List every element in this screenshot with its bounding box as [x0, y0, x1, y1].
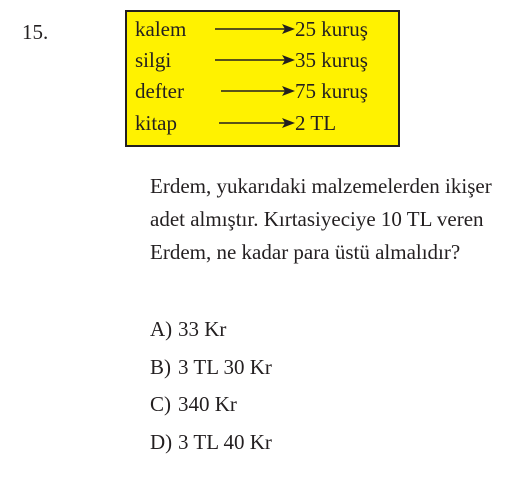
- question-text: [150, 170, 510, 269]
- right-arrow-icon: [215, 22, 295, 36]
- option-letter: B): [150, 354, 171, 379]
- item-name: silgi: [135, 48, 172, 72]
- item-price: 35 kuruş: [295, 48, 368, 72]
- option-letter: A): [150, 317, 173, 341]
- item-price: 25 kuruş: [295, 17, 368, 41]
- question-number: 15.: [22, 20, 49, 44]
- option-c[interactable]: [150, 386, 272, 424]
- item-name: kalem: [135, 17, 187, 41]
- option-b[interactable]: [150, 349, 272, 387]
- question-line: adet almıştır. Kırtasiyeciye 10 TL veren: [150, 207, 484, 231]
- option-letter: C): [150, 392, 171, 416]
- option-a[interactable]: [150, 311, 272, 349]
- option-text: 340 Kr: [178, 392, 237, 416]
- price-row-kalem: [127, 14, 398, 44]
- option-d[interactable]: [150, 424, 272, 462]
- item-name: defter: [135, 79, 184, 103]
- item-price: 75 kuruş: [295, 79, 368, 103]
- right-arrow-icon: [219, 116, 295, 130]
- question-line: Erdem, yukarıdaki malzemelerden ikişer: [150, 174, 492, 198]
- option-text: 3 TL 30 Kr: [178, 354, 272, 379]
- option-text: 33 Kr: [178, 317, 227, 341]
- price-list-box: [125, 10, 400, 147]
- price-row-defter: [127, 76, 398, 106]
- option-text: 3 TL 40 Kr: [178, 429, 272, 454]
- price-row-silgi: [127, 45, 398, 75]
- question-line: Erdem, ne kadar para üstü almalıdır?: [150, 240, 461, 264]
- right-arrow-icon: [215, 53, 295, 67]
- option-letter: D): [150, 429, 173, 454]
- right-arrow-icon: [221, 84, 295, 98]
- answer-options: [150, 311, 272, 461]
- item-name: kitap: [135, 111, 177, 135]
- item-price: 2 TL: [295, 111, 337, 135]
- price-row-kitap: [127, 108, 398, 138]
